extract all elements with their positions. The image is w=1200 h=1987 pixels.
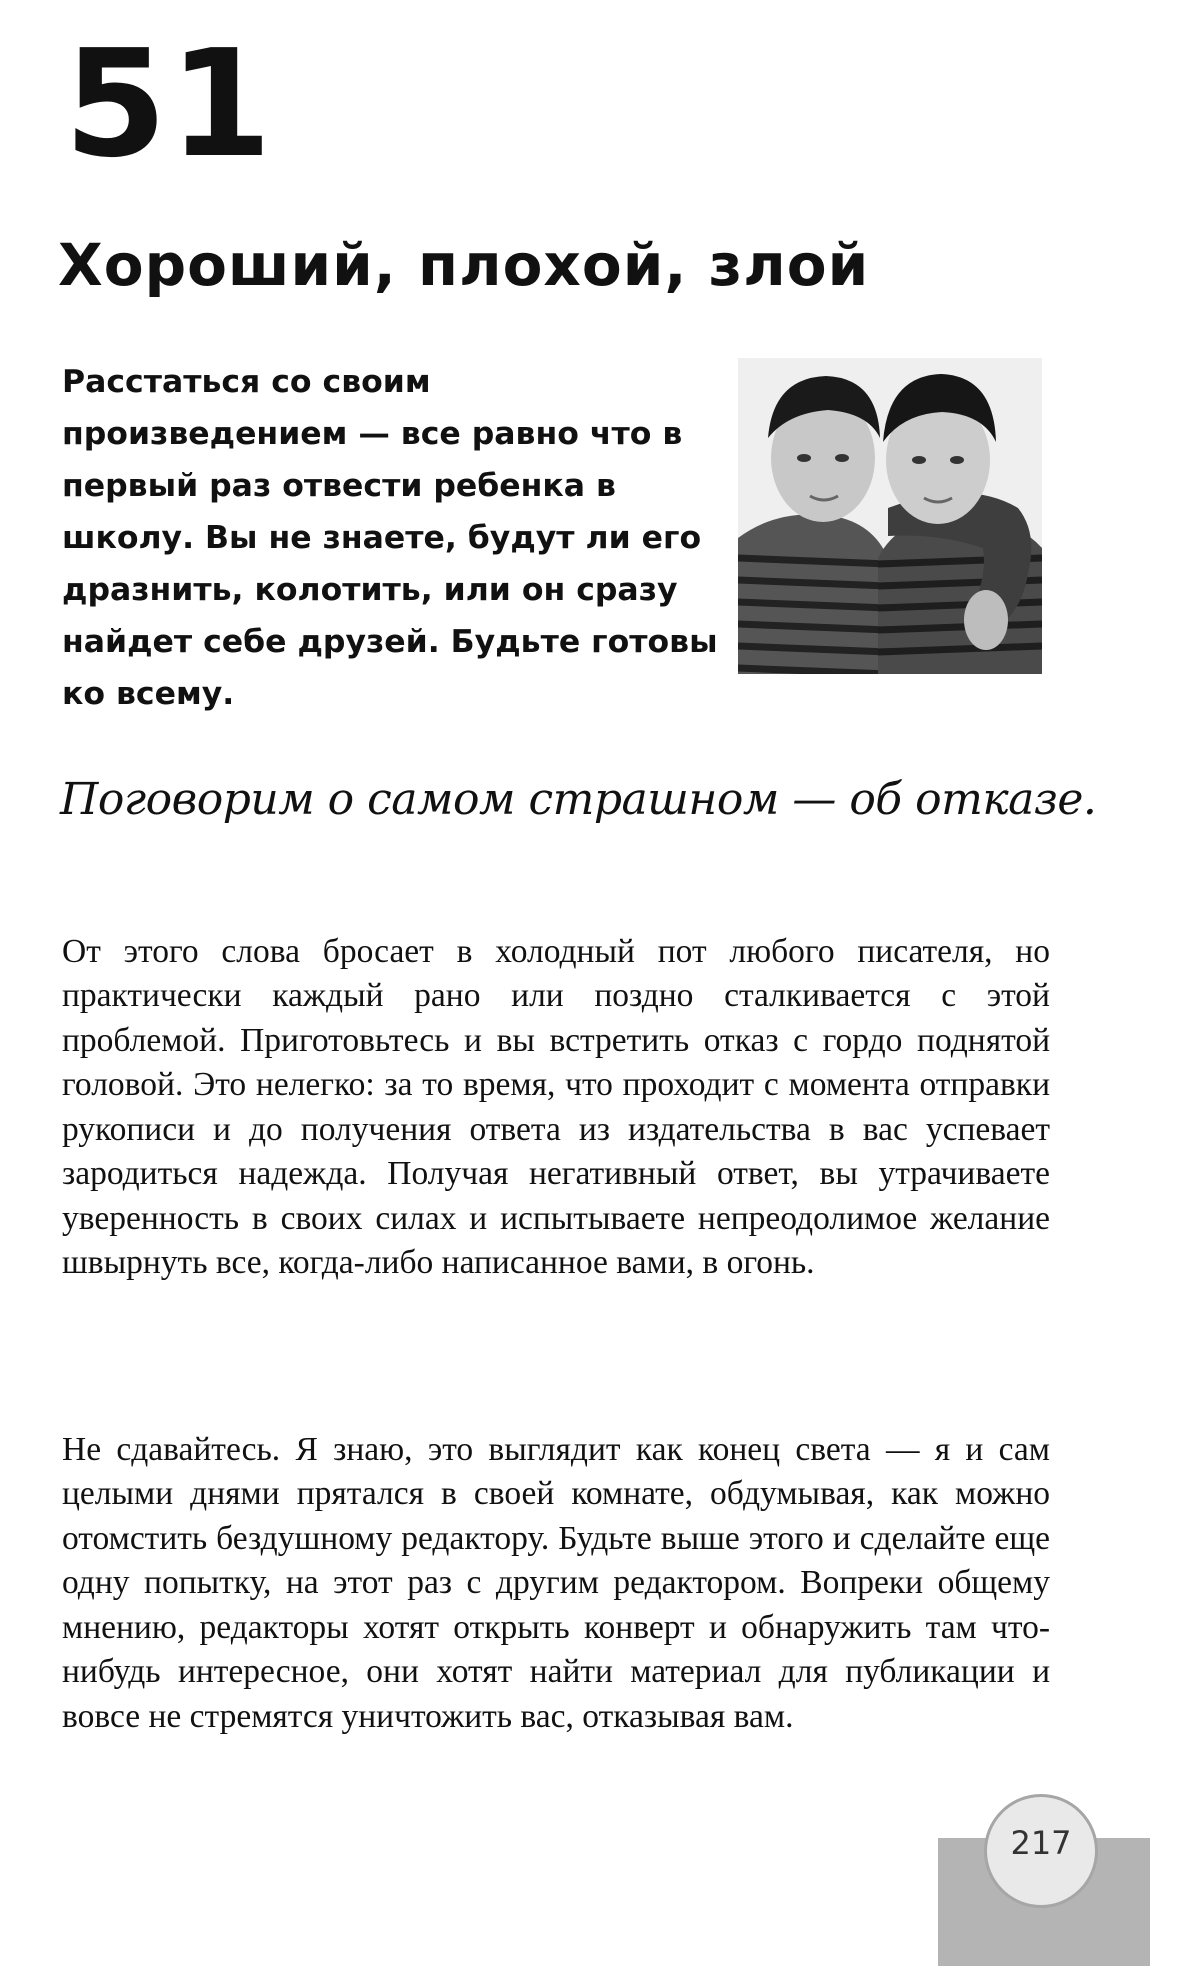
chapter-title: Хороший, плохой, злой <box>58 231 870 299</box>
page-number: 217 <box>1010 1824 1072 1862</box>
twin-boys-photo <box>738 358 1042 674</box>
body-paragraph-1: От этого слова бросает в холодный пот любого писателя, но практически каждый рано или поздно сталкивается с этой проблемой. Приготовьтесь и вы встретить отказ с гордо поднятой головой. Это нелегко: за то время, что проходит с момента отправки рукописи и до получения ответа из издательства в вас успевает зародиться надежда. Получая негативный ответ, вы утрачиваете уверенность в своих силах и испытываете непреодолимое желание швырнуть все, когда-либо написанное вами, в огонь. <box>62 932 1050 1281</box>
chapter-number: 51 <box>64 18 274 190</box>
body-paragraph-2: Не сдавайтесь. Я знаю, это выглядит как конец света — я и сам целыми днями прятался в своей комнате, обдумывая, как можно отомстить бездушному редактору. Будьте выше этого и сделайте еще одну попытку, на этот раз с другим редактором. Вопреки общему мнению, редакторы хотят открыть конверт и обнаружить там что-нибудь интересное, они хотят найти материал для публикации и вовсе не стремятся уничтожить вас, отказывая вам. <box>62 1430 1050 1735</box>
section-subheading: Поговорим о самом страшном — об отказе. <box>60 774 1097 825</box>
lead-paragraph: Расстаться со своим произведением — все равно что в первый раз отвести ребенка в школу. Вы не знаете, будут ли его дразнить, колотить, или он сразу найдет себе друзей. Будьте готовы ко всему. <box>62 364 718 712</box>
